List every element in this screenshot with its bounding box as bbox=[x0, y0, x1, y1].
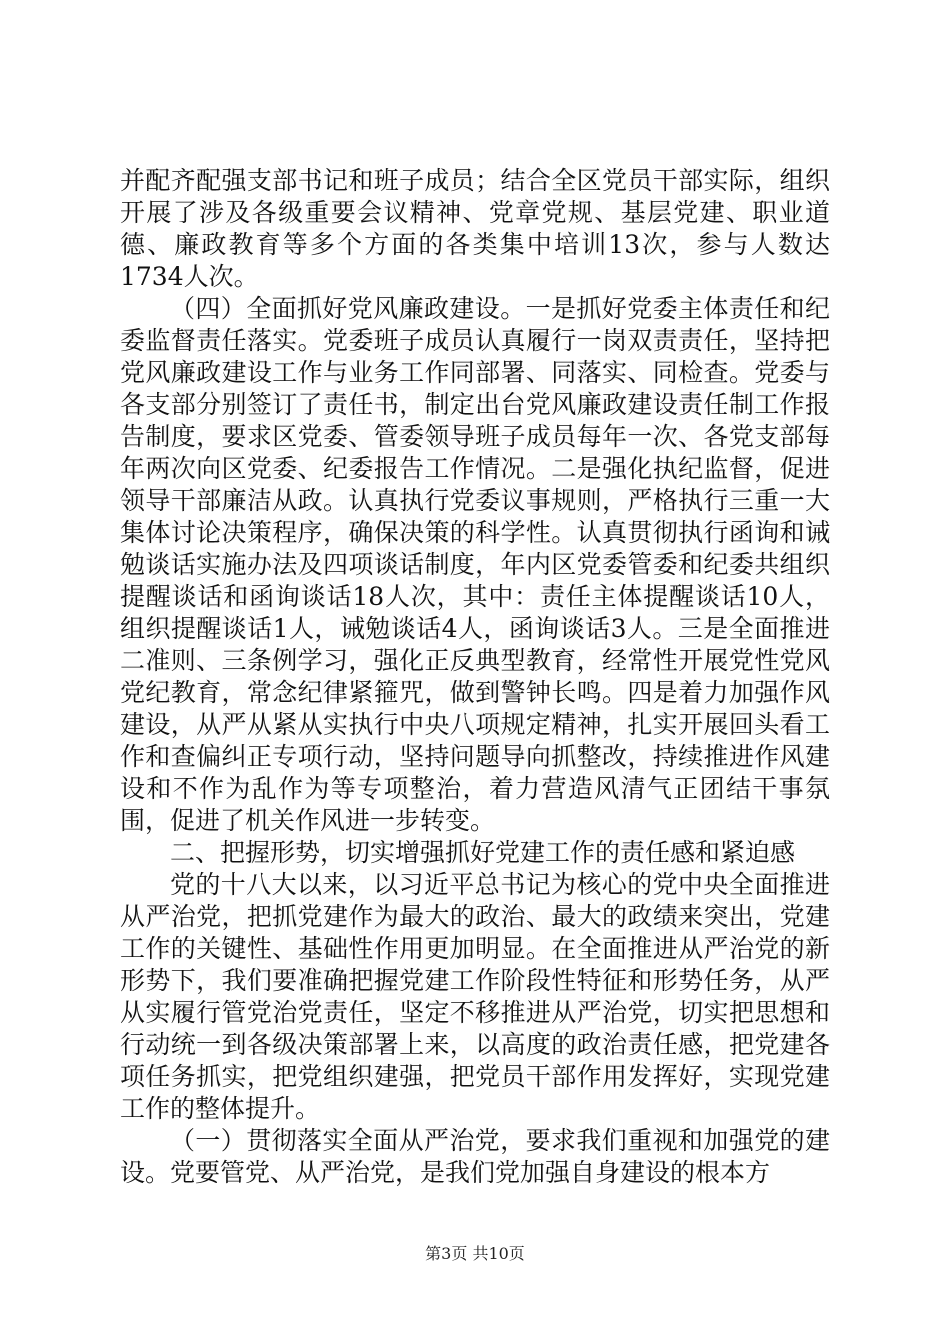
paragraph-subsection-one: （一）贯彻落实全面从严治党，要求我们重视和加强党的建设。党要管党、从严治党，是我们党加强自身建设的根本方 bbox=[120, 1126, 830, 1187]
page-number-footer: 第3页 共10页 bbox=[425, 1244, 525, 1263]
paragraph-section-four: （四）全面抓好党风廉政建设。一是抓好党委主体责任和纪委监督责任落实。党委班子成员认真履行一岗双责责任，坚持把党风廉政建设工作与业务工作同部署、同落实、同检查。党委与各支部分别签订了责任书，制定出台党风廉政建设责任制工作报告制度，要求区党委、管委领导班子成员每年一次、各党支部每年两次向区党委、纪委报告工作情况。二是强化执纪监督，促进领导干部廉洁从政。认真执行党委议事规则，严格执行三重一大集体讨论决策程序，确保决策的科学性。认真贯彻执行函询和诫勉谈话实施办法及四项谈话制度，年内区党委管委和纪委共组织提醒谈话和函询谈话18人次，其中：责任主体提醒谈话10人，组织提醒谈话1人，诫勉谈话4人，函询谈话3人。三是全面推进二准则、三条例学习，强化正反典型教育，经常性开展党性党风党纪教育，常念纪律紧箍咒，做到警钟长鸣。四是着力加强作风建设，从严从紧从实执行中央八项规定精神，扎实开展回头看工作和查偏纠正专项行动，坚持问题导向抓整改，持续推进作风建设和不作为乱作为等专项整治，着力营造风清气正团结干事氛围，促进了机关作风进一步转变。 bbox=[120, 294, 830, 835]
paragraph-continuation: 并配齐配强支部书记和班子成员；结合全区党员干部实际，组织开展了涉及各级重要会议精神、党章党规、基层党建、职业道德、廉政教育等多个方面的各类集中培训13次，参与人数达1734人次。 bbox=[120, 166, 830, 291]
section-heading: 二、把握形势，切实增强抓好党建工作的责任感和紧迫感 bbox=[170, 838, 796, 867]
document-body bbox=[120, 165, 830, 1189]
paragraph-situation: 党的十八大以来，以习近平总书记为核心的党中央全面推进从严治党，把抓党建作为最大的政治、最大的政绩来突出，党建工作的关键性、基础性作用更加明显。在全面推进从严治党的新形势下，我们要准确把握党建工作阶段性特征和形势任务，从严从实履行管党治党责任，坚定不移推进从严治党，切实把思想和行动统一到各级决策部署上来，以高度的政治责任感，把党建各项任务抓实，把党组织建强，把党员干部作用发挥好，实现党建工作的整体提升。 bbox=[120, 870, 830, 1123]
